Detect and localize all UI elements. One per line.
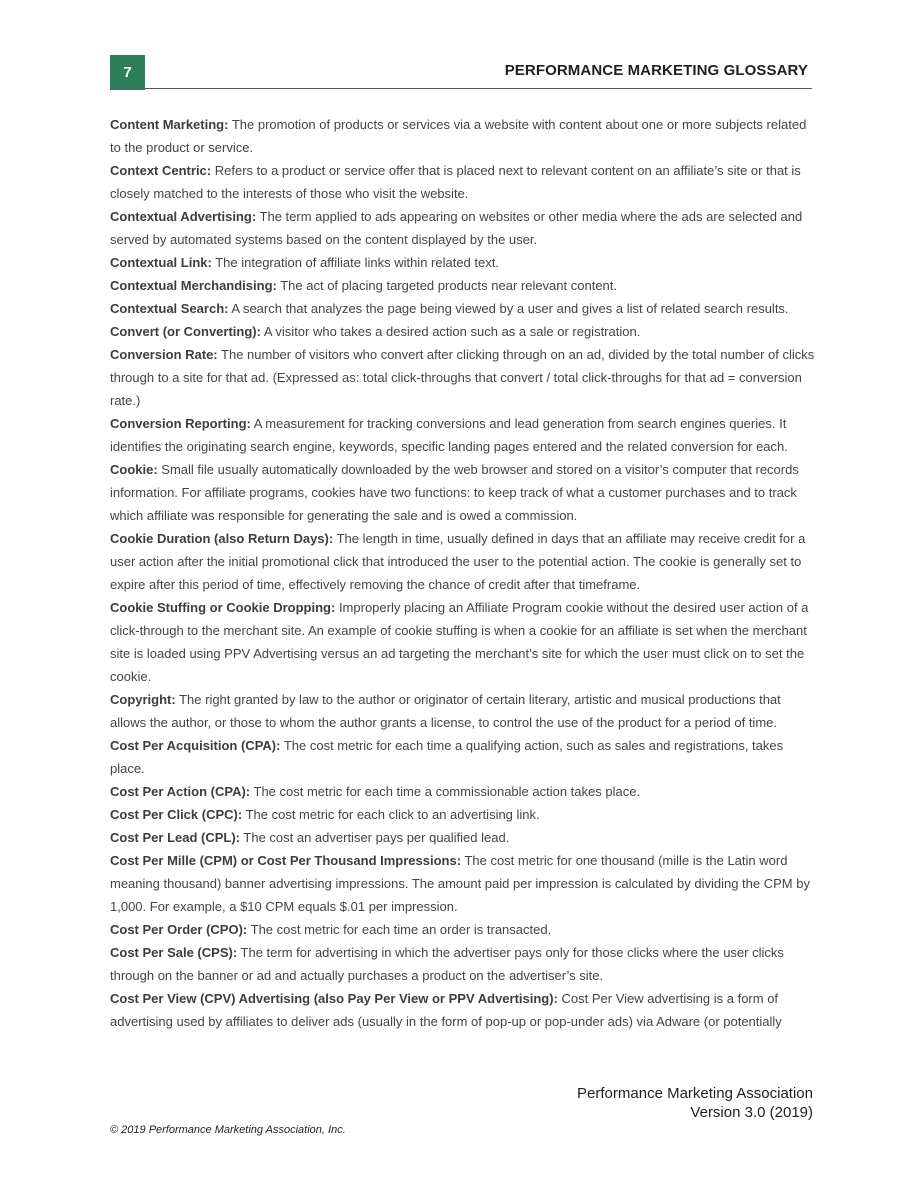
glossary-entry-cost-per-mille [110,849,816,918]
glossary-term: Convert (or Converting): [110,324,261,339]
glossary-term: Cookie Stuffing or Cookie Dropping: [110,600,336,615]
glossary-term: Conversion Reporting: [110,416,251,431]
glossary-entry-cookie [110,458,816,527]
glossary-entry-cost-per-order [110,918,816,941]
glossary-definition: The cost metric for each time an order is transacted. [247,922,552,937]
glossary-entry-conversion-reporting [110,412,816,458]
glossary-term: Conversion Rate: [110,347,218,362]
glossary-entry-context-centric [110,159,816,205]
glossary-entry-contextual-search [110,297,816,320]
glossary-definition: A visitor who takes a desired action such as a sale or registration. [260,324,641,339]
glossary-entry-cookie-stuffing [110,596,816,688]
glossary-term: Cost Per Click (CPC): [110,807,243,822]
glossary-entry-copyright [110,688,816,734]
glossary-definition: The cost an advertiser pays per qualified lead. [240,830,510,845]
glossary-term: Contextual Search: [110,301,229,316]
glossary-definition: Small file usually automatically downloaded by the web browser and stored on a visitor’s computer that records information. For affiliate programs, cookies have two functions: to keep track of what a customer purchases and to track which affiliate was responsible for generating the sale and is owed a commission. [110,462,799,523]
glossary-entry-contextual-merchandising [110,274,816,297]
footer-organization [577,1084,813,1122]
glossary-entry-cost-per-action [110,780,816,803]
glossary-term: Cost Per View (CPV) Advertising (also Pay Per View or PPV Advertising): [110,991,558,1006]
glossary-definition: The cost metric for one thousand (mille is the Latin word meaning thousand) banner advertising impressions. The amount paid per impression is calculated by dividing the CPM by 1,000. For example, a $10 CPM equals $.01 per impression. [110,853,810,914]
glossary-definition: The promotion of products or services via a website with content about one or more subjects related to the product or service. [110,117,807,155]
glossary-entry-cookie-duration [110,527,816,596]
glossary-entry-contextual-advertising [110,205,816,251]
glossary-definition: A search that analyzes the page being viewed by a user and gives a list of related search results. [228,301,789,316]
glossary-entry-cost-per-view [110,987,816,1033]
glossary-entry-cost-per-lead [110,826,816,849]
header-divider [145,88,812,89]
glossary-term: Cost Per Action (CPA): [110,784,251,799]
glossary-definition: The integration of affiliate links within related text. [211,255,499,270]
glossary-definition: Improperly placing an Affiliate Program cookie without the desired user action of a click-through to the merchant site. An example of cookie stuffing is when a cookie for an affiliate is set when the merchant site is loaded using PPV Advertising versus an ad targeting the merchant’s site for which the user must click on to set the cookie. [110,600,809,684]
glossary-entry-cost-per-click [110,803,816,826]
glossary-term: Contextual Advertising: [110,209,257,224]
glossary-entry-conversion-rate [110,343,816,412]
version-label: Version 3.0 (2019) [690,1104,813,1121]
glossary-definition: A measurement for tracking conversions and lead generation from search engines queries. It identifies the originating search engine, keywords, specific landing pages entered and the related conversion for each. [110,416,788,454]
glossary-definition: The number of visitors who convert after clicking through on an ad, divided by the total number of clicks through to a site for that ad. (Expressed as: total click-throughs that convert / total click-throughs for that ad = conversion rate.) [110,347,815,408]
glossary-definition: The length in time, usually defined in days that an affiliate may receive credit for a user action after the initial promotional click that introduced the user to the potential action. The cookie is generally set to expire after this period of time, effectively removing the chance of credit after that timeframe. [110,531,806,592]
glossary-entry-cost-per-acquisition [110,734,816,780]
copyright-notice: © 2019 Performance Marketing Association, Inc. [110,1124,346,1136]
glossary-definition: The right granted by law to the author or originator of certain literary, artistic and musical productions that allows the author, or those to whom the author grants a license, to control the use of the product for a period of time. [110,692,781,730]
glossary-entry-cost-per-sale [110,941,816,987]
glossary-term: Cost Per Mille (CPM) or Cost Per Thousand Impressions: [110,853,462,868]
glossary-definition: Refers to a product or service offer that is placed next to relevant content on an affiliate’s site or that is closely matched to the interests of those who visit the website. [110,163,801,201]
page-title: PERFORMANCE MARKETING GLOSSARY [504,62,808,79]
glossary-definition: The cost metric for each time a qualifying action, such as sales and registrations, takes place. [110,738,784,776]
glossary-term: Copyright: [110,692,176,707]
glossary-definition: The term for advertising in which the advertiser pays only for those clicks where the user clicks through on the banner or ad and actually purchases a product on the advertiser’s site. [110,945,784,983]
glossary-definition: The act of placing targeted products near relevant content. [276,278,617,293]
glossary-term: Content Marketing: [110,117,229,132]
glossary-entry-content-marketing [110,113,816,159]
glossary-term: Contextual Merchandising: [110,278,277,293]
glossary-term: Cookie Duration (also Return Days): [110,531,334,546]
glossary-term: Cookie: [110,462,158,477]
glossary-definition: The term applied to ads appearing on websites or other media where the ads are selected and served by automated systems based on the content displayed by the user. [110,209,803,247]
glossary-entry-convert [110,320,816,343]
glossary-list [110,113,816,1033]
glossary-term: Cost Per Lead (CPL): [110,830,241,845]
glossary-definition: Cost Per View advertising is a form of advertising used by affiliates to deliver ads (usually in the form of pop-up or pop-under ads) via Adware (or potentially [110,991,782,1029]
glossary-term: Cost Per Acquisition (CPA): [110,738,281,753]
glossary-term: Cost Per Order (CPO): [110,922,248,937]
glossary-definition: The cost metric for each click to an advertising link. [242,807,540,822]
glossary-definition: The cost metric for each time a commissionable action takes place. [250,784,641,799]
glossary-term: Cost Per Sale (CPS): [110,945,238,960]
glossary-term: Context Centric: [110,163,212,178]
org-name: Performance Marketing Association [577,1085,813,1102]
page-number: 7 [110,55,145,90]
glossary-entry-contextual-link [110,251,816,274]
glossary-term: Contextual Link: [110,255,212,270]
